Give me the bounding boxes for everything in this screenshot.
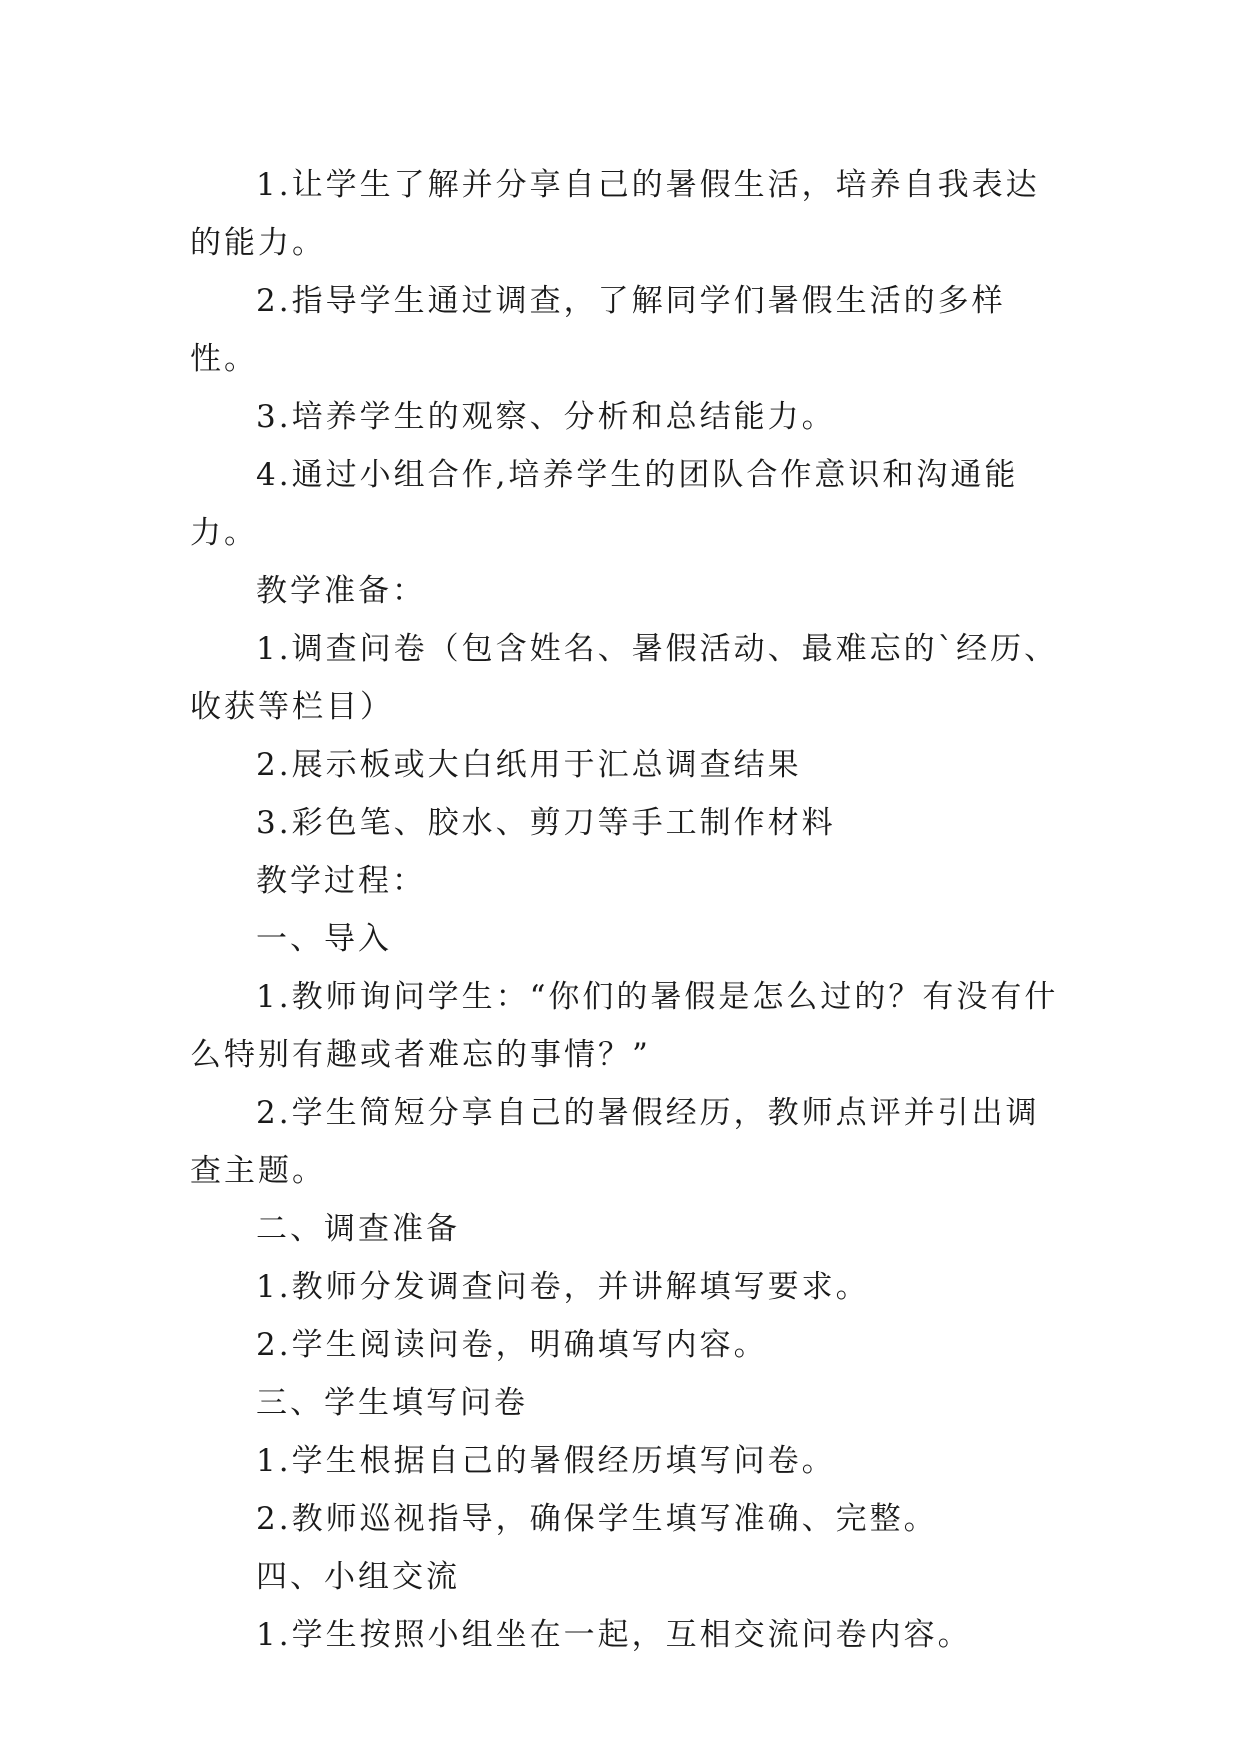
objective-3: 3.培养学生的观察、分析和总结能力。	[256, 399, 836, 435]
step-heading-group-exchange: 四、小组交流	[256, 1559, 460, 1595]
step-heading-introduction: 一、导入	[256, 921, 392, 957]
preparation-item-1: 1.调查问卷（包含姓名、暑假活动、最难忘的`经历、收获等栏目）	[190, 631, 1059, 725]
survey-preparation-item-2: 2.学生阅读问卷，明确填写内容。	[256, 1327, 768, 1363]
preparation-item-2: 2.展示板或大白纸用于汇总调查结果	[256, 747, 802, 783]
objective-1: 1.让学生了解并分享自己的暑假生活，培养自我表达的能力。	[190, 167, 1040, 261]
survey-preparation-item-1: 1.教师分发调查问卷，并讲解填写要求。	[256, 1269, 870, 1305]
section-heading-preparation: 教学准备：	[256, 573, 426, 609]
step-heading-survey-preparation: 二、调查准备	[256, 1211, 460, 1247]
document-page	[190, 156, 1070, 1664]
introduction-item-2: 2.学生简短分享自己的暑假经历，教师点评并引出调查主题。	[190, 1095, 1040, 1189]
preparation-item-3: 3.彩色笔、胶水、剪刀等手工制作材料	[256, 805, 836, 841]
objective-2: 2.指导学生通过调查，了解同学们暑假生活的多样性。	[190, 283, 1006, 377]
fill-questionnaire-item-2: 2.教师巡视指导，确保学生填写准确、完整。	[256, 1501, 938, 1537]
group-exchange-item-1: 1.学生按照小组坐在一起，互相交流问卷内容。	[256, 1617, 972, 1653]
objective-4: 4.通过小组合作,培养学生的团队合作意识和沟通能力。	[190, 457, 1019, 551]
fill-questionnaire-item-1: 1.学生根据自己的暑假经历填写问卷。	[256, 1443, 836, 1479]
introduction-item-1: 1.教师询问学生：“你们的暑假是怎么过的？有没有什么特别有趣或者难忘的事情？”	[190, 979, 1059, 1073]
step-heading-fill-questionnaire: 三、学生填写问卷	[256, 1385, 528, 1421]
section-heading-process: 教学过程：	[256, 863, 426, 899]
